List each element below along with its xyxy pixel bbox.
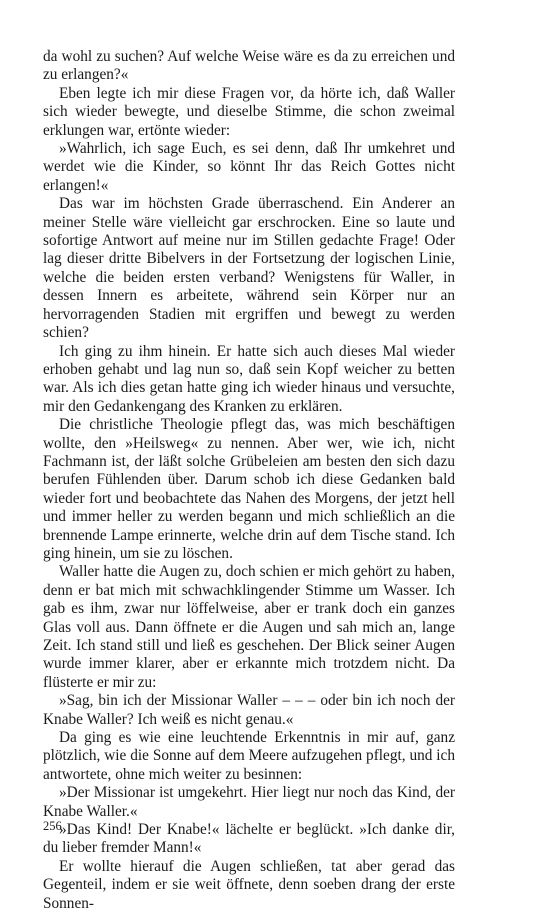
page-number: 256 xyxy=(43,819,62,833)
paragraph-10: »Der Missionar ist umgekehrt. Hier liegt nur noch das Kind, der Knabe Waller.« xyxy=(43,784,455,820)
paragraph-5: Ich ging zu ihm hinein. Er hatte sich auch dieses Mal wieder erhoben gehabt und lag nun so, daß sein Kopf weicher zu betten war. Als ich dies getan hatte ging ich wieder hinaus und versuchte, mir den Gedankengang des Kranken zu erklären. xyxy=(43,342,455,415)
paragraph-12: Er wollte hierauf die Augen schließen, tat aber gerad das Gegenteil, indem er sie weit öffnete, denn soeben drang der erste Sonnen- xyxy=(43,857,455,912)
paragraph-7: Waller hatte die Augen zu, doch schien er mich gehört zu haben, denn er bat mich mit schwachklingender Stimme um Wasser. Ich gab es ihm, zwar nur löffelweise, aber er trank doch ein ganzes Glas voll aus. Dann öffnete er die Augen und sah mich an, lange Zeit. Ich stand still und ließ es geschehen. Der Blick seiner Augen wurde immer klarer, aber er erkannte mich trotzdem nicht. Da flüsterte er mir zu: xyxy=(43,563,455,691)
paragraph-11: »Das Kind! Der Knabe!« lächelte er beglückt. »Ich danke dir, du lieber fremder Mann!« xyxy=(43,821,455,857)
paragraph-6: Die christliche Theologie pflegt das, was mich beschäftigen wollte, den »Heilsweg« zu nennen. Aber wer, wie ich, nicht Fachmann ist, der läßt solche Grübeleien am besten den sich dazu berufen Fühlenden über. Darum schob ich diese Gedanken bald wieder fort und beobachtete das Nahen des Morgens, der jetzt hell und immer heller zu werden begann und mich schließlich an die brennende Lampe erinnerte, welche drin auf dem Tische stand. Ich ging hinein, um sie zu löschen. xyxy=(43,416,455,562)
paragraph-3: »Wahrlich, ich sage Euch, es sei denn, daß Ihr umkehret und werdet wie die Kinder, so könnt Ihr das Reich Gottes nicht erlangen!« xyxy=(43,140,455,194)
paragraph-2: Eben legte ich mir diese Fragen vor, da hörte ich, daß Waller sich wieder bewegte, und dieselbe Stimme, die schon zweimal erklungen war, ertönte wieder: xyxy=(43,84,455,139)
paragraph-8: »Sag, bin ich der Missionar Waller – – – oder bin ich noch der Knabe Waller? Ich weiß es nicht genau.« xyxy=(43,692,455,728)
paragraph-4: Das war im höchsten Grade überraschend. Ein Anderer an meiner Stelle wäre vielleicht gar erschrocken. Eine so laute und sofortige Antwort auf meine nur im Stillen gedachte Frage! Oder lag dieser dritte Bibelvers in der Fortsetzung der logischen Linie, welche die beiden ersten verband? Wenigstens für Waller, in dessen Innern es arbeitete, während sein Körper nur an hervorragenden Stadien mit ergriffen und bewegt zu werden schien? xyxy=(43,195,455,342)
paragraph-1: da wohl zu suchen? Auf welche Weise wäre es da zu erreichen und zu erlangen?« xyxy=(43,48,455,84)
paragraph-9: Da ging es wie eine leuchtende Erkenntnis in mir auf, ganz plötzlich, wie die Sonne auf dem Meere aufzugehen pflegt, und ich antwortete, ohne mich weiter zu besinnen: xyxy=(43,729,455,783)
page-body xyxy=(43,48,455,913)
